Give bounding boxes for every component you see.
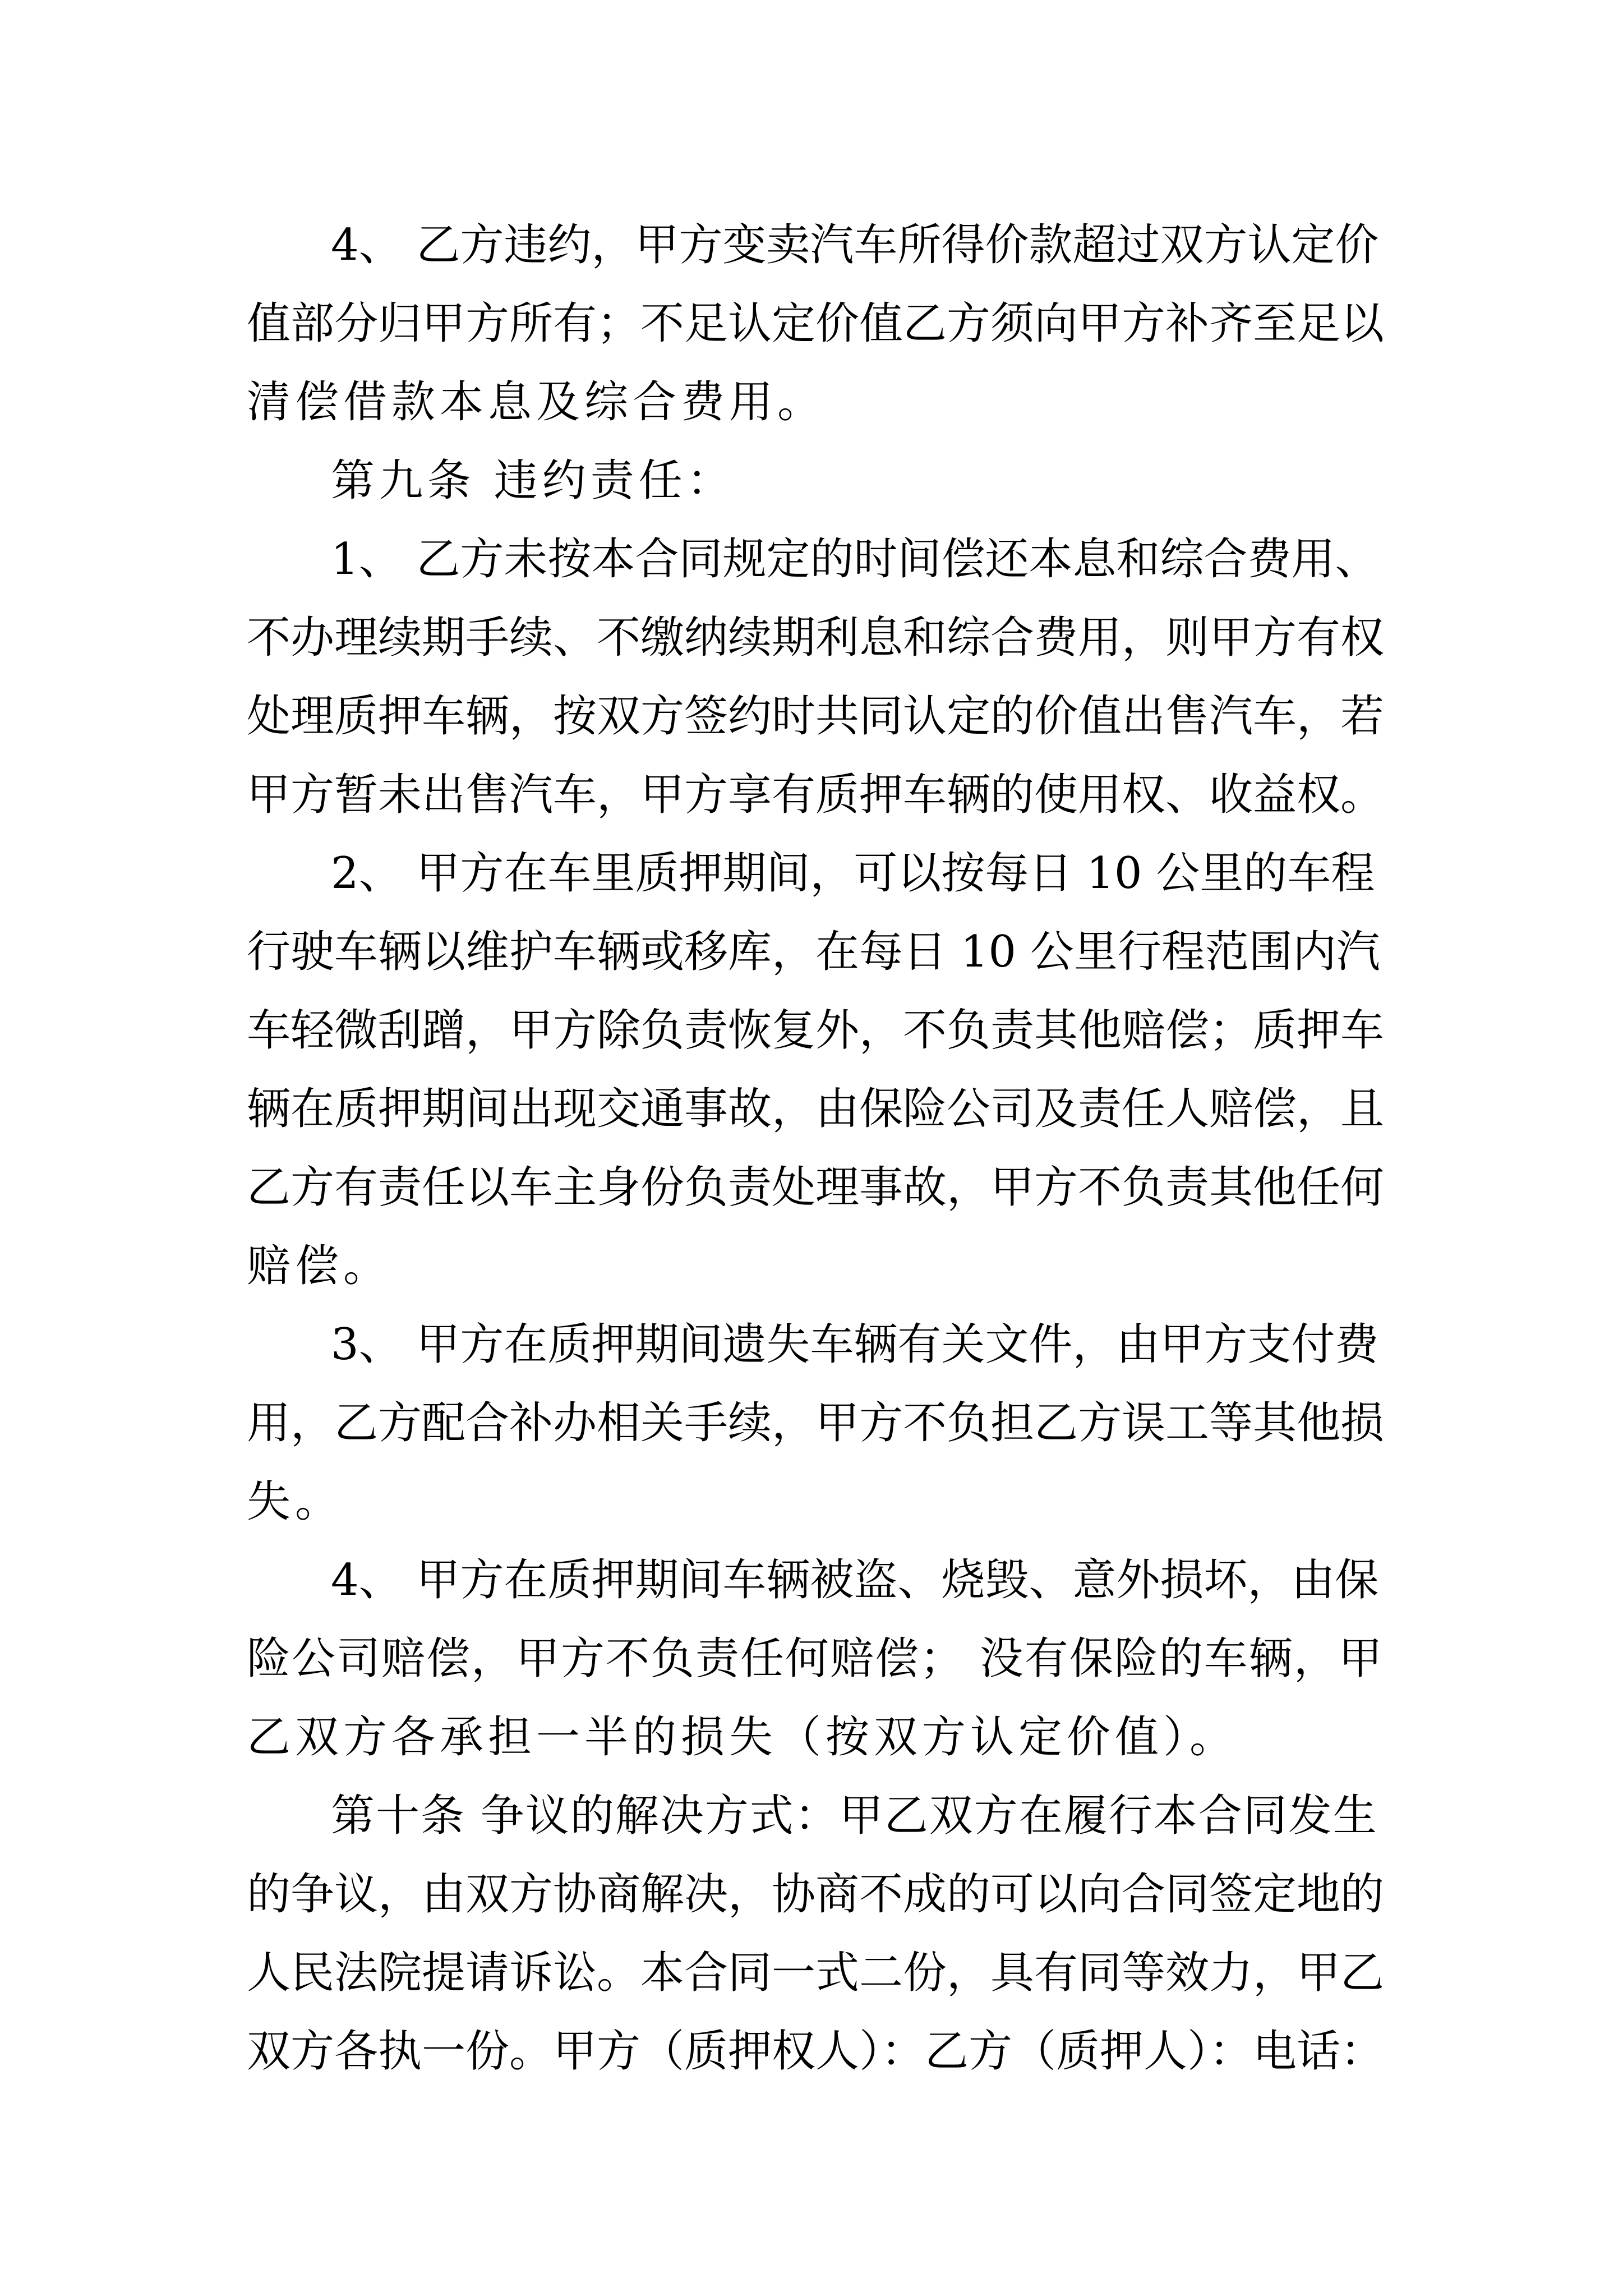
clause-heading: 第十条 争议的解决方式：甲乙双方在履行本合同发生 xyxy=(331,1791,1378,1841)
text-line: 4、 甲方在质押期间车辆被盗、烧毁、意外损坏，由保 xyxy=(331,1555,1379,1605)
text-line: 的争议，由双方协商解决，协商不成的可以向合同签定地的 xyxy=(247,1869,1385,1920)
text-line: 清偿借款本息及综合费用。 xyxy=(247,377,826,427)
text-line: 赔偿。 xyxy=(247,1241,392,1291)
text-line: 值部分归甲方所有；不足认定价值乙方须向甲方补齐至足以 xyxy=(247,298,1385,349)
text-line: 双方各执一份。甲方（质押权人）：乙方（质押人）：电话： xyxy=(247,2026,1385,2077)
text-line: 3、 甲方在质押期间遗失车辆有关文件，由甲方支付费 xyxy=(331,1319,1379,1370)
text-line: 2、 甲方在车里质押期间，可以按每日 10 公里的车程 xyxy=(331,848,1375,899)
text-line: 人民法院提请诉讼。本合同一式二份，具有同等效力，甲乙 xyxy=(247,1948,1385,1998)
text-line: 乙双方各承担一半的损失（按双方认定价值）。 xyxy=(247,1712,1238,1763)
text-line: 甲方暂未出售汽车，甲方享有质押车辆的使用权、收益权。 xyxy=(247,770,1385,820)
text-line: 不办理续期手续、不缴纳续期利息和综合费用，则甲方有权 xyxy=(247,613,1385,663)
text-line: 险公司赔偿，甲方不负责任何赔偿； 没有保险的车辆，甲 xyxy=(247,1634,1384,1684)
text-line: 4、 乙方违约，甲方变卖汽车所得价款超过双方认定价 xyxy=(331,220,1379,270)
text-line: 乙方有责任以车主身份负责处理事故，甲方不负责其他任何 xyxy=(247,1162,1385,1213)
text-line: 行驶车辆以维护车辆或移库，在每日 10 公里行程范围内汽 xyxy=(247,927,1380,977)
text-line: 1、 乙方未按本合同规定的时间偿还本息和综合费用、 xyxy=(331,534,1379,585)
text-line: 辆在质押期间出现交通事故，由保险公司及责任人赔偿，且 xyxy=(247,1084,1385,1134)
text-line: 用，乙方配合补办相关手续，甲方不负担乙方误工等其他损 xyxy=(247,1398,1385,1448)
text-line: 车轻微刮蹭，甲方除负责恢复外，不负责其他赔偿；质押车 xyxy=(247,1005,1385,1056)
text-line: 失。 xyxy=(247,1476,344,1527)
text-line: 处理质押车辆，按双方签约时共同认定的价值出售汽车，若 xyxy=(247,691,1385,742)
clause-heading: 第九条 违约责任： xyxy=(331,455,735,506)
